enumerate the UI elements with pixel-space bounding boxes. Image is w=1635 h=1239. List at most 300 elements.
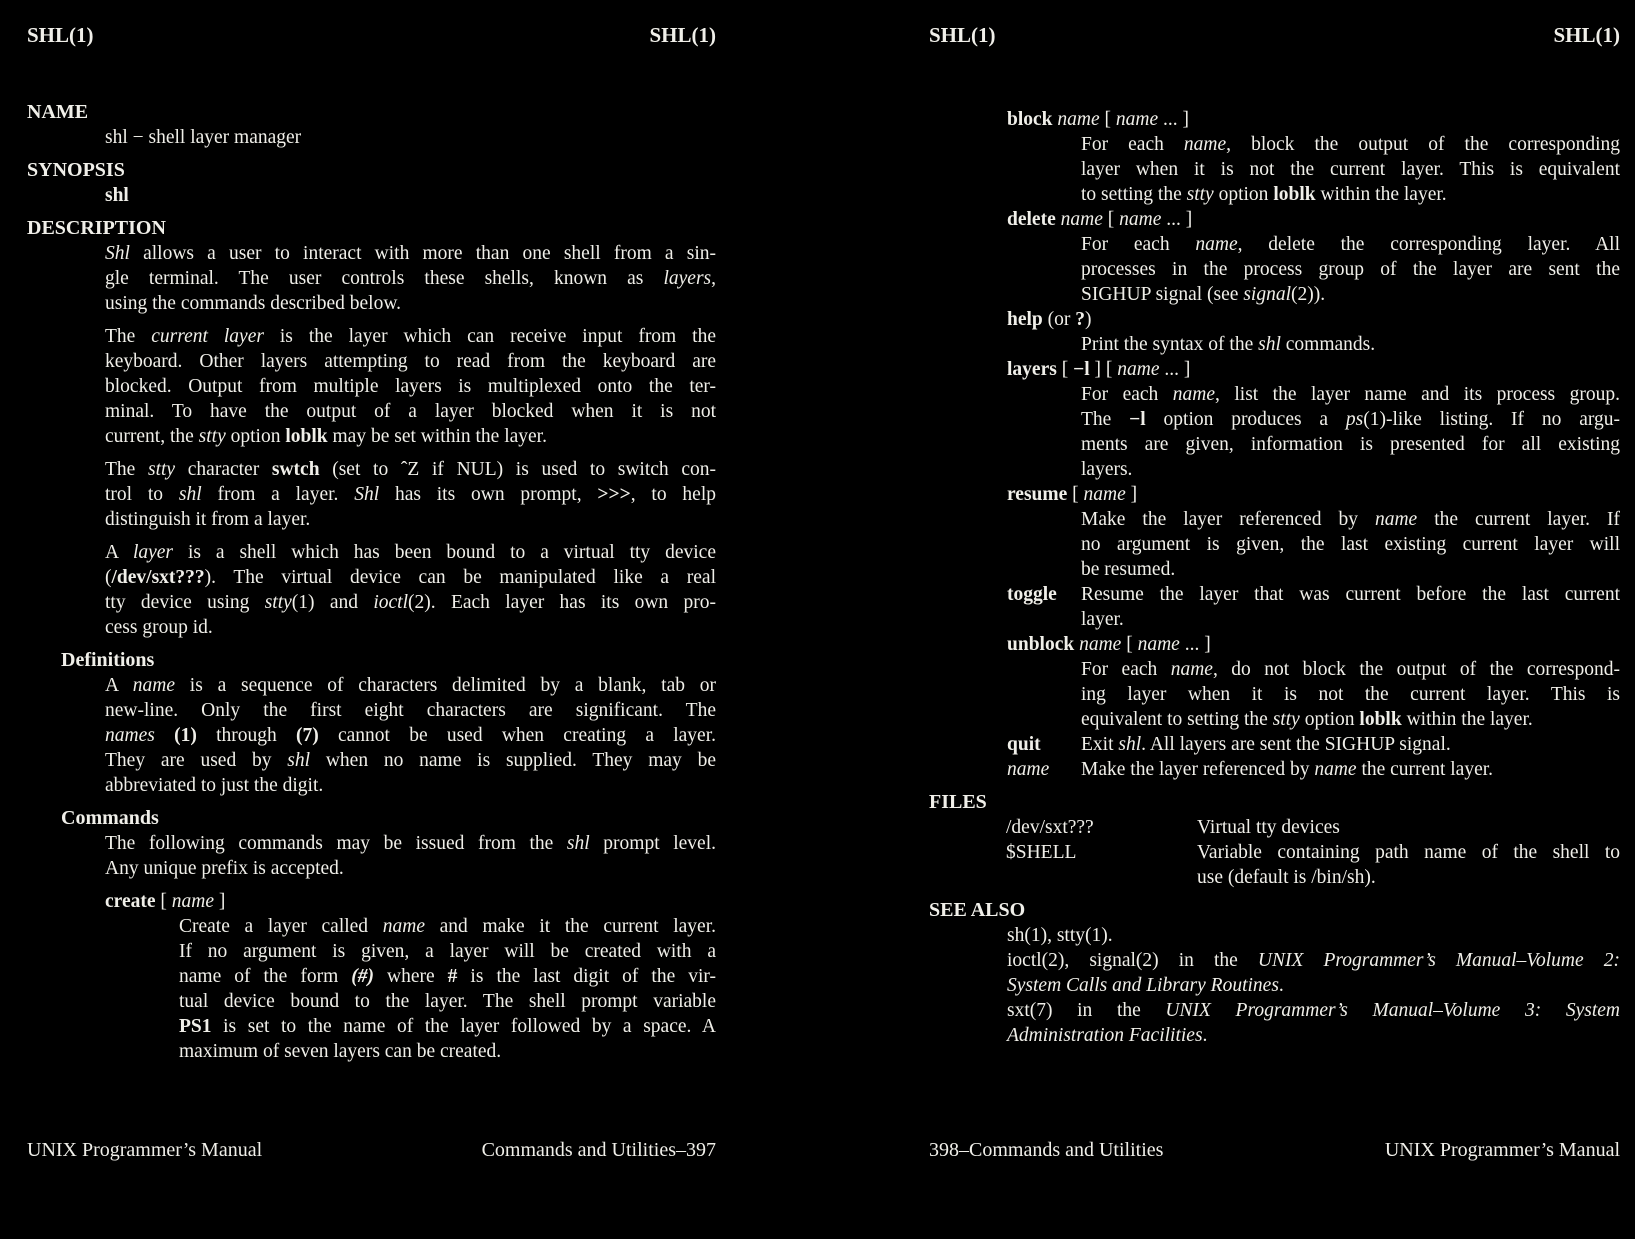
text-segment: where xyxy=(374,966,448,987)
text-segment: cannot be used when creating a layer. xyxy=(318,725,717,746)
command-entry xyxy=(1007,482,1620,582)
text-line xyxy=(105,831,716,856)
text-segment: cess group id. xyxy=(105,617,213,638)
text-segment: delete xyxy=(1007,209,1056,230)
text-segment: # xyxy=(447,966,458,987)
section-heading: FILES xyxy=(929,791,987,813)
text-segment: abbreviated to just the digit. xyxy=(105,775,324,796)
paragraph xyxy=(1007,948,1620,998)
text-line xyxy=(1081,757,1620,782)
text-segment: shl xyxy=(1258,334,1281,355)
text-segment: may be set within the layer. xyxy=(327,426,547,447)
text-line xyxy=(1007,1023,1620,1048)
text-line xyxy=(105,266,716,291)
command-description xyxy=(1081,657,1620,732)
text-segment: loblk xyxy=(1359,709,1402,730)
text-line xyxy=(1007,923,1620,948)
text-segment: [ xyxy=(1102,209,1120,230)
header-title-left: SHL(1) xyxy=(27,23,94,47)
text-segment: ... ] xyxy=(1179,634,1211,655)
text-segment: keyboard. Other layers attempting to read from the keyboard are xyxy=(105,351,716,372)
text-segment: has its own prompt, xyxy=(379,484,598,505)
text-segment: ps xyxy=(1345,409,1364,430)
text-line xyxy=(105,565,716,590)
text-line xyxy=(1007,973,1620,998)
text-segment: [ xyxy=(155,891,172,912)
text-segment: to setting the xyxy=(1081,184,1187,205)
text-segment: ) xyxy=(1085,309,1092,330)
command-entry xyxy=(1007,632,1620,732)
text-line xyxy=(105,241,716,266)
command-description xyxy=(1081,582,1620,632)
text-line xyxy=(105,424,716,449)
text-segment: [ xyxy=(1099,109,1116,130)
footer-page-number: 398–Commands and Utilities xyxy=(929,1139,1164,1161)
file-description xyxy=(1197,815,1620,840)
text-segment: resume xyxy=(1007,484,1068,505)
text-line xyxy=(1081,282,1620,307)
text-segment: , to help xyxy=(630,484,716,505)
text-segment: ] xyxy=(214,891,226,912)
command-tag xyxy=(1007,357,1620,382)
text-segment: . xyxy=(1202,1025,1208,1046)
text-segment: ? xyxy=(1075,309,1086,330)
text-segment: Create a layer called xyxy=(179,916,383,937)
text-segment: UNIX Programmer’s Manual–Volume 3: System xyxy=(1165,1000,1620,1021)
command-tag xyxy=(1007,107,1620,132)
text-line xyxy=(105,856,716,881)
text-segment: current, the xyxy=(105,426,199,447)
paragraph xyxy=(1007,998,1620,1048)
text-segment: , block the output of the corresponding xyxy=(1226,134,1620,155)
text-line xyxy=(1081,232,1620,257)
text-line xyxy=(179,989,716,1014)
text-line xyxy=(1081,132,1620,157)
text-line xyxy=(1007,998,1620,1023)
command-entry xyxy=(1007,757,1620,782)
command-description xyxy=(1081,332,1620,357)
text-segment: name xyxy=(171,891,215,912)
text-line xyxy=(105,748,716,773)
text-line xyxy=(1197,865,1620,890)
section-heading: SYNOPSIS xyxy=(27,159,125,181)
command-entry xyxy=(1007,582,1620,632)
command-entry xyxy=(1007,732,1620,757)
text-segment: shl xyxy=(287,750,311,771)
text-segment: , xyxy=(711,268,716,289)
text-segment: unblock xyxy=(1007,634,1075,655)
text-segment: stty xyxy=(1186,184,1214,205)
text-line xyxy=(1081,432,1620,457)
text-line xyxy=(105,374,716,399)
text-segment: name xyxy=(1195,234,1238,255)
command-entry xyxy=(1007,307,1620,357)
text-segment: name xyxy=(1374,509,1418,530)
text-segment: System Calls and Library Routines xyxy=(1007,975,1279,996)
text-line xyxy=(1081,682,1620,707)
text-segment: is the last digit of the vir- xyxy=(457,966,716,987)
text-line xyxy=(179,1014,716,1039)
text-segment: is a shell which has been bound to a virtual tty device xyxy=(173,542,716,563)
subsection-heading: Definitions xyxy=(61,649,155,671)
footer-manual-name: UNIX Programmer’s Manual xyxy=(1384,1139,1620,1161)
text-segment: quit xyxy=(1007,734,1041,755)
command-description xyxy=(1081,132,1620,207)
subsection-heading: Commands xyxy=(61,807,159,829)
text-segment: names xyxy=(105,725,155,746)
text-segment: commands. xyxy=(1280,334,1376,355)
text-segment: ). The virtual device can be manipulated like a real xyxy=(204,567,716,588)
command-entry xyxy=(1007,107,1620,207)
text-line xyxy=(1081,507,1620,532)
text-segment: A xyxy=(105,675,133,696)
text-segment: name xyxy=(1052,109,1100,130)
paragraph xyxy=(105,125,716,150)
text-segment: ments are given, information is presented for all existing xyxy=(1081,434,1620,455)
text-segment: A xyxy=(105,542,133,563)
text-segment: −l xyxy=(1073,359,1090,380)
text-segment: (or xyxy=(1042,309,1076,330)
file-path: /dev/sxt??? xyxy=(1006,817,1094,838)
text-segment: layers xyxy=(1007,359,1057,380)
text-segment: from a layer. xyxy=(201,484,355,505)
text-segment: Shl xyxy=(105,243,130,264)
text-segment: ( xyxy=(105,567,112,588)
text-segment: name xyxy=(1074,634,1122,655)
text-line xyxy=(1197,815,1620,840)
text-segment: signal xyxy=(1243,284,1291,305)
text-line xyxy=(1081,582,1620,607)
page-right-content xyxy=(929,107,1620,1048)
text-line xyxy=(1081,657,1620,682)
text-segment: name xyxy=(1083,484,1126,505)
text-line xyxy=(179,1039,716,1064)
command-tag xyxy=(1007,482,1620,507)
text-segment: the current layer. If xyxy=(1417,509,1620,530)
page-right-header xyxy=(929,0,1620,48)
text-segment: name xyxy=(1314,759,1357,780)
text-line xyxy=(105,698,716,723)
text-segment: (1)-like listing. If no argu- xyxy=(1363,409,1620,430)
text-segment: (2). Each layer has its own pro- xyxy=(408,592,716,613)
text-line xyxy=(179,964,716,989)
text-line xyxy=(1081,732,1620,757)
text-segment: , do not block the output of the correspond- xyxy=(1212,659,1620,680)
text-line xyxy=(105,590,716,615)
text-segment: tty device using xyxy=(105,592,265,613)
page-right xyxy=(929,0,1620,1239)
text-segment: layer. xyxy=(1081,609,1124,630)
text-segment: layer when it is not the current layer. This is equivalent xyxy=(1081,159,1620,180)
text-segment: layer xyxy=(132,542,174,563)
text-segment: swtch xyxy=(271,459,320,480)
text-segment: Make the layer referenced by xyxy=(1081,509,1375,530)
text-line xyxy=(105,291,716,316)
text-segment: Any unique prefix is accepted. xyxy=(105,858,344,879)
paragraph xyxy=(1007,923,1620,948)
text-segment: new-line. Only the first eight characters are significant. The xyxy=(105,700,716,721)
text-segment: through xyxy=(196,725,296,746)
text-segment: blocked. Output from multiple layers is multiplexed onto the ter- xyxy=(105,376,716,397)
text-segment: is a sequence of characters delimited by a blank, tab or xyxy=(175,675,716,696)
text-segment: name xyxy=(132,675,176,696)
file-row xyxy=(1006,840,1620,890)
text-line xyxy=(105,507,716,532)
text-segment: tual device bound to the layer. The shell prompt variable xyxy=(179,991,716,1012)
text-segment: option xyxy=(1299,709,1360,730)
text-segment: ] xyxy=(1125,484,1138,505)
text-segment: Virtual tty devices xyxy=(1197,817,1340,838)
text-line xyxy=(1197,840,1620,865)
text-segment: name xyxy=(382,916,425,937)
text-line xyxy=(1081,407,1620,432)
text-segment: use (default is /bin/sh). xyxy=(1197,867,1376,888)
command-description xyxy=(1081,507,1620,582)
text-segment: PS1 xyxy=(179,1016,212,1037)
text-segment: They are used by xyxy=(105,750,288,771)
text-segment: The xyxy=(1081,409,1130,430)
command-tag xyxy=(105,889,716,914)
text-segment: The xyxy=(105,459,148,480)
text-segment: Administration Facilities xyxy=(1007,1025,1203,1046)
command-entry xyxy=(1007,357,1620,482)
text-segment: distinguish it from a layer. xyxy=(105,509,311,530)
text-segment: For each xyxy=(1081,384,1173,405)
command-tag xyxy=(1007,632,1620,657)
header-title-right: SHL(1) xyxy=(1553,23,1620,47)
text-segment: (1) xyxy=(174,725,197,746)
text-segment: prompt level. xyxy=(589,833,716,854)
text-line xyxy=(1081,457,1620,482)
text-segment: trol to xyxy=(105,484,179,505)
text-segment: name xyxy=(1115,109,1159,130)
text-segment: (2)). xyxy=(1291,284,1326,305)
text-line xyxy=(105,183,716,208)
command-tag xyxy=(1007,582,1057,607)
text-segment: Variable containing path name of the shell to xyxy=(1197,842,1620,863)
command-description xyxy=(1081,732,1620,757)
text-segment: name xyxy=(1137,634,1180,655)
text-segment: name of the form xyxy=(179,966,352,987)
text-segment: name xyxy=(1119,209,1162,230)
text-segment: . xyxy=(1278,975,1284,996)
file-description xyxy=(1197,840,1620,890)
text-line xyxy=(1081,607,1620,632)
text-segment: For each xyxy=(1081,134,1184,155)
text-line xyxy=(1081,157,1620,182)
footer-manual-name: UNIX Programmer’s Manual xyxy=(27,1139,263,1161)
text-segment: is the layer which can receive input from the xyxy=(263,326,716,347)
text-segment: Print the syntax of the xyxy=(1081,334,1259,355)
text-segment: stty xyxy=(148,459,176,480)
text-line xyxy=(105,399,716,424)
text-segment: [ xyxy=(1121,634,1138,655)
text-segment: no argument is given, the last existing current layer will xyxy=(1081,534,1620,555)
text-segment: [ xyxy=(1056,359,1074,380)
command-description xyxy=(1081,382,1620,482)
text-line xyxy=(1007,948,1620,973)
text-segment: If no argument is given, a layer will be created with a xyxy=(179,941,716,962)
text-line xyxy=(105,125,716,150)
text-segment: name xyxy=(1170,659,1213,680)
text-line xyxy=(1081,557,1620,582)
text-segment: [ xyxy=(1067,484,1084,505)
text-line xyxy=(105,540,716,565)
text-segment: option produces a xyxy=(1145,409,1346,430)
text-line xyxy=(179,914,716,939)
paragraph xyxy=(105,324,716,449)
text-segment: shl xyxy=(566,833,590,854)
text-segment: (7) xyxy=(295,725,319,746)
text-segment: For each xyxy=(1081,234,1196,255)
footer-page-number: Commands and Utilities–397 xyxy=(481,1139,716,1161)
page-left-content xyxy=(27,100,716,1064)
text-segment: ... ] xyxy=(1159,359,1191,380)
text-line xyxy=(105,349,716,374)
text-segment: and make it the current layer. xyxy=(424,916,717,937)
text-segment: shl xyxy=(178,484,202,505)
header-title-left: SHL(1) xyxy=(929,23,996,47)
page-left-header xyxy=(27,0,716,48)
text-segment: (set to ˆZ if NUL) is used to switch con- xyxy=(319,459,716,480)
text-segment: name xyxy=(1007,759,1050,780)
text-segment: −l xyxy=(1129,409,1146,430)
text-segment: processes in the process group of the layer are sent the xyxy=(1081,259,1620,280)
text-segment: maximum of seven layers can be created. xyxy=(179,1041,502,1062)
text-line xyxy=(179,939,716,964)
text-segment: equivalent to setting the xyxy=(1081,709,1273,730)
text-segment: minal. To have the output of a layer blocked when it is not xyxy=(105,401,716,422)
text-line xyxy=(105,324,716,349)
text-segment: name xyxy=(1117,359,1160,380)
paragraph xyxy=(105,831,716,881)
text-segment: name xyxy=(1172,384,1216,405)
text-segment: stty xyxy=(1272,709,1300,730)
text-segment: shl xyxy=(105,185,129,206)
text-segment: (1) and xyxy=(291,592,374,613)
page-right-footer xyxy=(929,1138,1620,1163)
text-line xyxy=(105,482,716,507)
text-segment: the current layer. xyxy=(1356,759,1494,780)
text-line xyxy=(105,615,716,640)
text-segment: when no name is supplied. They may be xyxy=(310,750,716,771)
text-segment xyxy=(155,725,174,746)
text-line xyxy=(1081,532,1620,557)
text-segment: sh(1), stty(1). xyxy=(1007,925,1113,946)
command-description xyxy=(179,914,716,1064)
text-segment: within the layer. xyxy=(1315,184,1447,205)
text-segment: is set to the name of the layer followed by a space. A xyxy=(211,1016,716,1037)
text-segment: allows a user to interact with more than one shell from a sin- xyxy=(129,243,716,264)
text-line xyxy=(105,773,716,798)
text-line xyxy=(105,673,716,698)
section-heading: SEE ALSO xyxy=(929,899,1026,921)
page-left xyxy=(27,0,716,1239)
text-segment: /dev/sxt??? xyxy=(111,567,205,588)
text-line xyxy=(1081,382,1620,407)
text-segment: Resume the layer that was current before the last current xyxy=(1081,584,1620,605)
text-segment: using the commands described below. xyxy=(105,293,402,314)
command-tag xyxy=(1007,207,1620,232)
text-segment: , delete the corresponding layer. All xyxy=(1237,234,1620,255)
text-line xyxy=(1081,182,1620,207)
text-line xyxy=(105,457,716,482)
text-segment: ioctl(2), signal(2) in the xyxy=(1007,950,1258,971)
text-segment: loblk xyxy=(1273,184,1316,205)
text-segment: . All layers are sent the SIGHUP signal. xyxy=(1141,734,1451,755)
paragraph xyxy=(105,241,716,316)
paragraph xyxy=(105,673,716,798)
text-segment: help xyxy=(1007,309,1043,330)
text-segment: name xyxy=(1183,134,1227,155)
text-segment: UNIX Programmer’s Manual–Volume 2: xyxy=(1257,950,1620,971)
text-segment: option xyxy=(1213,184,1274,205)
text-line xyxy=(105,723,716,748)
paragraph xyxy=(105,183,716,208)
command-tag xyxy=(1007,732,1041,757)
text-segment: For each xyxy=(1081,659,1171,680)
page-left-footer xyxy=(27,1138,716,1163)
text-segment: Make the layer referenced by xyxy=(1081,759,1315,780)
text-segment: sxt(7) in the xyxy=(1007,1000,1166,1021)
command-tag xyxy=(1007,307,1620,332)
text-segment: ioctl xyxy=(373,592,409,613)
command-description xyxy=(1081,232,1620,307)
text-line xyxy=(1081,257,1620,282)
command-entry xyxy=(1007,207,1620,307)
section-heading: DESCRIPTION xyxy=(27,217,166,239)
text-segment: Exit xyxy=(1081,734,1119,755)
text-line xyxy=(1081,707,1620,732)
command-description xyxy=(1081,757,1620,782)
section-heading: NAME xyxy=(27,101,89,123)
text-segment: name xyxy=(1055,209,1103,230)
text-segment: The following commands may be issued from the xyxy=(105,833,567,854)
text-segment: block xyxy=(1007,109,1053,130)
text-segment: layers xyxy=(663,268,712,289)
paragraph xyxy=(105,540,716,640)
text-segment: loblk xyxy=(285,426,328,447)
text-segment: toggle xyxy=(1007,584,1057,605)
text-segment: character xyxy=(175,459,272,480)
text-segment: stty xyxy=(264,592,292,613)
text-segment: (#) xyxy=(351,966,374,987)
text-segment: Shl xyxy=(354,484,380,505)
text-segment: shl xyxy=(1118,734,1142,755)
text-segment: create xyxy=(105,891,156,912)
text-segment: gle terminal. The user controls these shells, known as xyxy=(105,268,664,289)
text-line xyxy=(1081,332,1620,357)
text-segment: current layer xyxy=(151,326,264,347)
command-tag xyxy=(1007,757,1049,782)
text-segment: layers. xyxy=(1081,459,1133,480)
text-segment: option xyxy=(225,426,286,447)
text-segment: The xyxy=(105,326,152,347)
text-segment: be resumed. xyxy=(1081,559,1176,580)
file-row xyxy=(1006,815,1620,840)
text-segment: ] [ xyxy=(1089,359,1118,380)
text-segment: shl − shell layer manager xyxy=(105,127,302,148)
text-segment: stty xyxy=(198,426,226,447)
header-title-right: SHL(1) xyxy=(649,23,716,47)
text-segment: , list the layer name and its process group. xyxy=(1215,384,1620,405)
text-segment: SIGHUP signal (see xyxy=(1081,284,1244,305)
file-path: $SHELL xyxy=(1006,842,1077,863)
text-segment: >>> xyxy=(597,484,631,505)
text-segment: ... ] xyxy=(1161,209,1193,230)
command-entry xyxy=(105,889,716,1064)
text-segment: within the layer. xyxy=(1401,709,1533,730)
